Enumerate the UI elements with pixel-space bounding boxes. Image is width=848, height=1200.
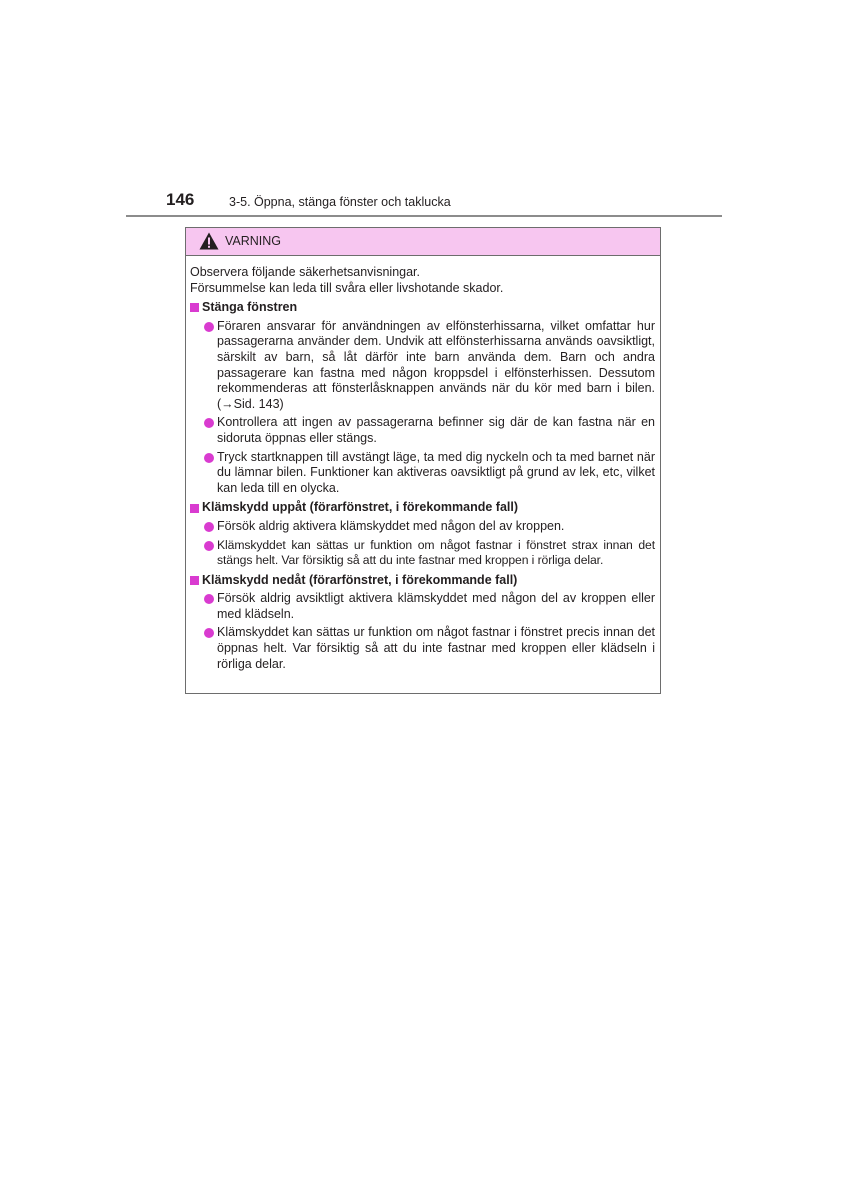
section-heading-text: Stänga fönstren — [202, 300, 298, 315]
section-heading — [190, 500, 655, 516]
round-bullet-icon — [204, 522, 214, 532]
warning-header — [186, 228, 660, 256]
list-item — [204, 625, 655, 672]
list-item — [204, 450, 655, 497]
warning-intro-line: Observera följande säkerhetsanvisningar. — [190, 265, 420, 279]
square-bullet-icon — [190, 504, 199, 513]
list-item-text: Tryck startknappen till avstängt läge, ta med dig nyckeln och ta med barnet när du lämnar bilen. Funktioner kan aktiveras oavsiktligt på grund av lek, etc, vilket kan leda till en olycka. — [217, 449, 655, 495]
header-rule — [126, 215, 722, 217]
page-number: 146 — [166, 190, 195, 209]
list-item — [204, 519, 655, 535]
list-item — [204, 415, 655, 446]
square-bullet-icon — [190, 303, 199, 312]
chapter-title: 3-5. Öppna, stänga fönster och taklucka — [229, 195, 451, 209]
section-heading-text: Klämskydd uppåt (förarfönstret, i förekommande fall) — [202, 500, 519, 515]
square-bullet-icon — [190, 576, 199, 585]
list-item — [204, 538, 655, 569]
round-bullet-icon — [204, 541, 214, 551]
warning-intro-line: Försummelse kan leda till svåra eller livshotande skador. — [190, 280, 504, 295]
list-item — [204, 319, 655, 413]
list-item-text: Försök aldrig avsiktligt aktivera klämskyddet med någon del av kroppen eller med klädseln. — [217, 591, 655, 621]
warning-box — [185, 227, 661, 694]
section-heading-text: Klämskydd nedåt (förarfönstret, i förekommande fall) — [202, 572, 518, 587]
list-item-text: Klämskyddet kan sättas ur funktion om något fastnar i fönstret precis innan det öppnas helt. Var försiktig så att du inte fastnar med kroppen eller klädseln i rörliga delar. — [217, 625, 655, 671]
list-item-text: Kontrollera att ingen av passagerarna befinner sig där de kan fastna när en sidoruta öppnas eller stängs. — [217, 415, 655, 445]
warning-body — [186, 256, 660, 672]
list-item-text: Föraren ansvarar för användningen av elfönsterhissarna, vilket omfattar hur passagerarna använder dem. Undvik att elfönsterhissarna används oavsiktligt, särskilt av barn, så låt därför inte barn använda dem. Barn och andra passagerare kan fastna med någon kroppsdel i elfönsterhissen. Dessutom rekommenderas att fönsterlåsknappen används när du kör med barn i bilen. (→Sid. 143) — [217, 318, 655, 411]
section-heading — [190, 300, 655, 316]
warning-label: VARNING — [225, 234, 282, 248]
list-item — [204, 591, 655, 622]
list-item-text: Försök aldrig aktivera klämskyddet med någon del av kroppen. — [217, 518, 565, 533]
round-bullet-icon — [204, 418, 214, 428]
section-heading — [190, 573, 655, 589]
list-item-text: Klämskyddet kan sättas ur funktion om något fastnar i fönstret strax innan det stängs helt. Var försiktig så att du inte fastnar med kroppen i rörliga delar. — [217, 537, 655, 568]
round-bullet-icon — [204, 594, 214, 604]
round-bullet-icon — [204, 453, 214, 463]
warning-triangle-icon — [199, 232, 219, 250]
round-bullet-icon — [204, 322, 214, 332]
round-bullet-icon — [204, 628, 214, 638]
